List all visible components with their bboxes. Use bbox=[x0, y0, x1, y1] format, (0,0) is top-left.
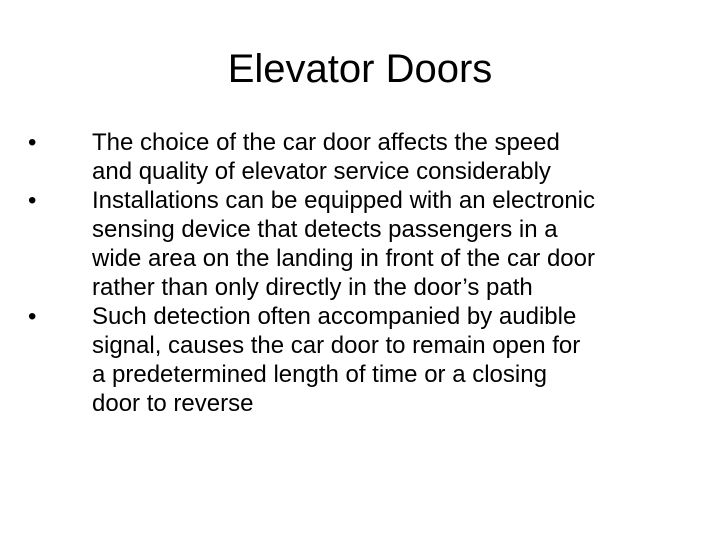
bullet-item-car-door-choice bbox=[0, 128, 720, 186]
bullet-item-detection-signal bbox=[0, 302, 720, 418]
bullet-icon: • bbox=[28, 129, 37, 156]
slide-title: Elevator Doors bbox=[227, 47, 493, 91]
bullet-icon: • bbox=[28, 187, 37, 214]
bullet-text: Such detection often accompanied by audible signal, causes the car door to remain open for a predetermined length of time or a closing door to reverse bbox=[92, 303, 581, 417]
bullet-item-sensing-device bbox=[0, 186, 720, 302]
bullet-icon: • bbox=[28, 303, 37, 330]
bullet-text: The choice of the car door affects the speed and quality of elevator service considerably bbox=[92, 129, 560, 185]
bullet-list bbox=[0, 128, 720, 418]
bullet-text: Installations can be equipped with an electronic sensing device that detects passengers in a wide area on the landing in front of the car door rather than only directly in the door’s path bbox=[92, 187, 595, 301]
